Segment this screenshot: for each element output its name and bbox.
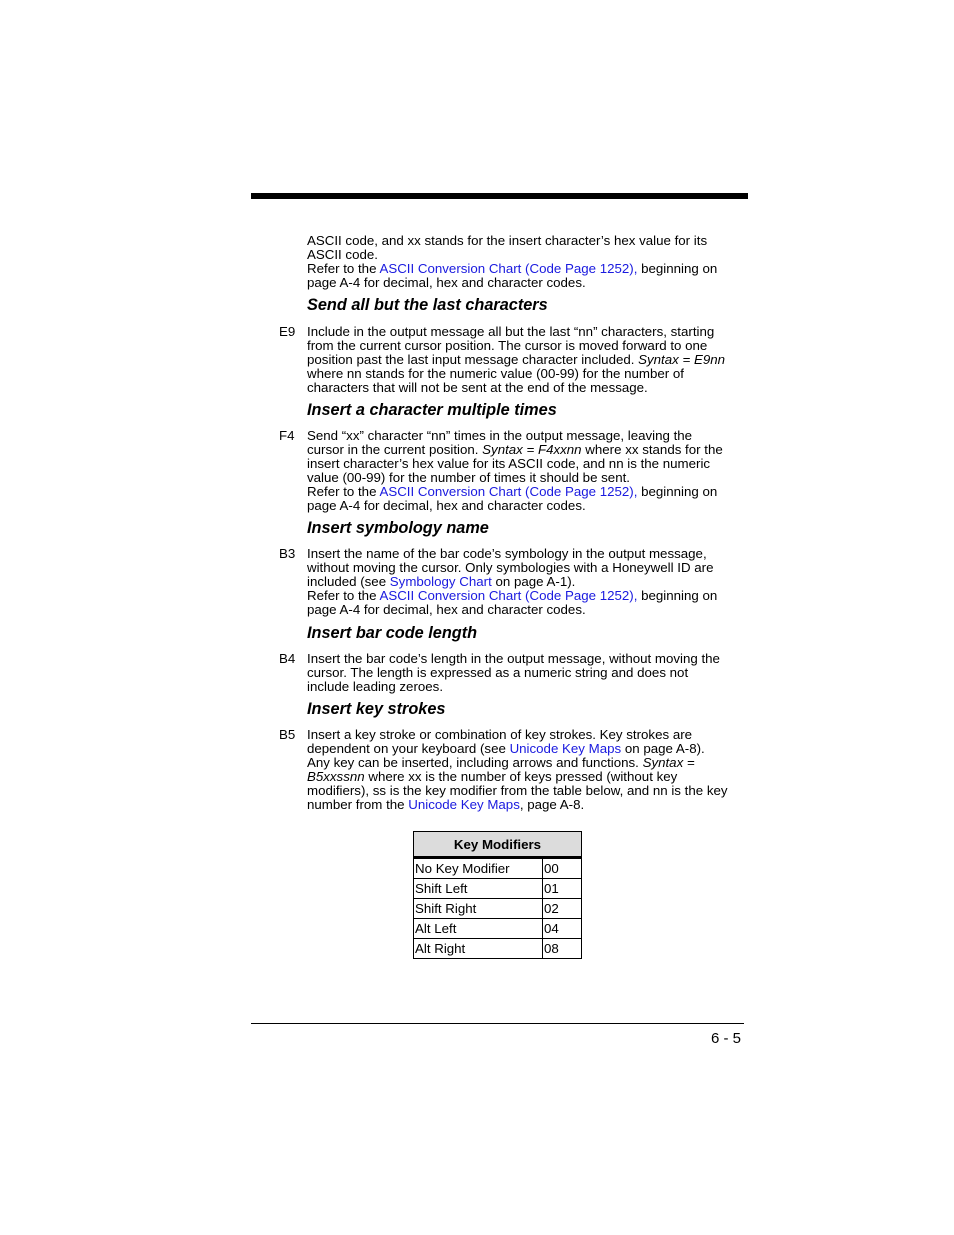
syntax-b5: B5xxssnn bbox=[307, 769, 365, 785]
heading-insert-key-strokes: Insert key strokes bbox=[307, 700, 446, 718]
ascii-chart-link[interactable]: ASCII Conversion Chart (Code Page 1252), bbox=[379, 484, 638, 500]
unicode-key-maps-link[interactable]: Unicode Key Maps bbox=[408, 797, 520, 813]
code-f4: F4 bbox=[279, 428, 295, 443]
paragraph-b5: Insert a key stroke or combination of key strokes. Key strokes are dependent on your keyboard (see Unicode Key Maps on page A-8). Any key can be inserted, including arrows and functions. Syntax = B5xxssnn where xx is the number of keys pressed (without key modifiers), ss is the key modifier from the table below, and nn is the key number from the Unicode Key Maps, page A-8. bbox=[307, 727, 728, 813]
heading-insert-multiple: Insert a character multiple times bbox=[307, 401, 557, 419]
ascii-chart-link[interactable]: ASCII Conversion Chart (Code Page 1252), bbox=[379, 588, 638, 604]
page-number: 6 - 5 bbox=[710, 1030, 741, 1047]
paragraph-b3: Insert the name of the bar code’s symbology in the output message, without moving the cursor. Only symbologies with a Honeywell ID are included (see Symbology Chart on page A-1). Refer to the ASCII Conversion Chart (Code Page 1252), beginning on page A-4 for decimal, hex and character codes. bbox=[307, 546, 718, 618]
code-b4: B4 bbox=[279, 651, 296, 666]
syntax-f4: Syntax = F4xxnn bbox=[482, 442, 582, 458]
paragraph-e9: Include in the output message all but the last “nn” characters, starting from the current cursor position. The cursor is moved forward to one position past the last input message character included. Syntax = E9nn where nn stands for the numeric value (00-99) for the number of characters that will not be sent at the end of the message. bbox=[307, 324, 725, 396]
ascii-chart-link[interactable]: ASCII Conversion Chart (Code Page 1252), bbox=[379, 261, 638, 277]
table-header: Key Modifiers bbox=[414, 832, 582, 858]
heading-insert-symbology: Insert symbology name bbox=[307, 519, 489, 537]
paragraph-b4: Insert the bar code’s length in the output message, without moving the cursor. The length is expressed as a numeric string and does not include leading zeroes. bbox=[307, 651, 720, 695]
table-row: Shift Right 02 bbox=[414, 899, 582, 919]
intro-paragraph: ASCII code, and xx stands for the insert character’s hex value for its ASCII code. Refer to the ASCII Conversion Chart (Code Page 1252), beginning on page A-4 for decimal, hex and character codes. bbox=[307, 233, 718, 291]
symbology-chart-link[interactable]: Symbology Chart bbox=[389, 574, 492, 590]
paragraph-f4: Send “xx” character “nn” times in the output message, leaving the cursor in the current position. Syntax = F4xxnn where xx stands for the insert character’s hex value for its ASCII code, and nn is the numeric value (00-99) for the number of times it should be sent. Refer to the ASCII Conversion Chart (Code Page 1252), beginning on page A-4 for decimal, hex and character codes. bbox=[307, 428, 723, 514]
footer-rule bbox=[251, 1023, 744, 1024]
table-row: Shift Left 01 bbox=[414, 879, 582, 899]
code-b5: B5 bbox=[279, 727, 296, 742]
table-row: No Key Modifier 00 bbox=[414, 858, 582, 879]
code-e9: E9 bbox=[279, 324, 296, 339]
table-row: Alt Left 04 bbox=[414, 919, 582, 939]
code-b3: B3 bbox=[279, 546, 296, 561]
heading-send-all-but-last: Send all but the last characters bbox=[307, 296, 548, 314]
header-rule bbox=[251, 193, 748, 199]
heading-insert-length: Insert bar code length bbox=[307, 624, 478, 642]
unicode-key-maps-link[interactable]: Unicode Key Maps bbox=[509, 741, 622, 757]
syntax-e9: Syntax = E9nn bbox=[638, 352, 725, 368]
key-modifiers-table bbox=[413, 831, 582, 959]
table-row: Alt Right 08 bbox=[414, 939, 582, 959]
